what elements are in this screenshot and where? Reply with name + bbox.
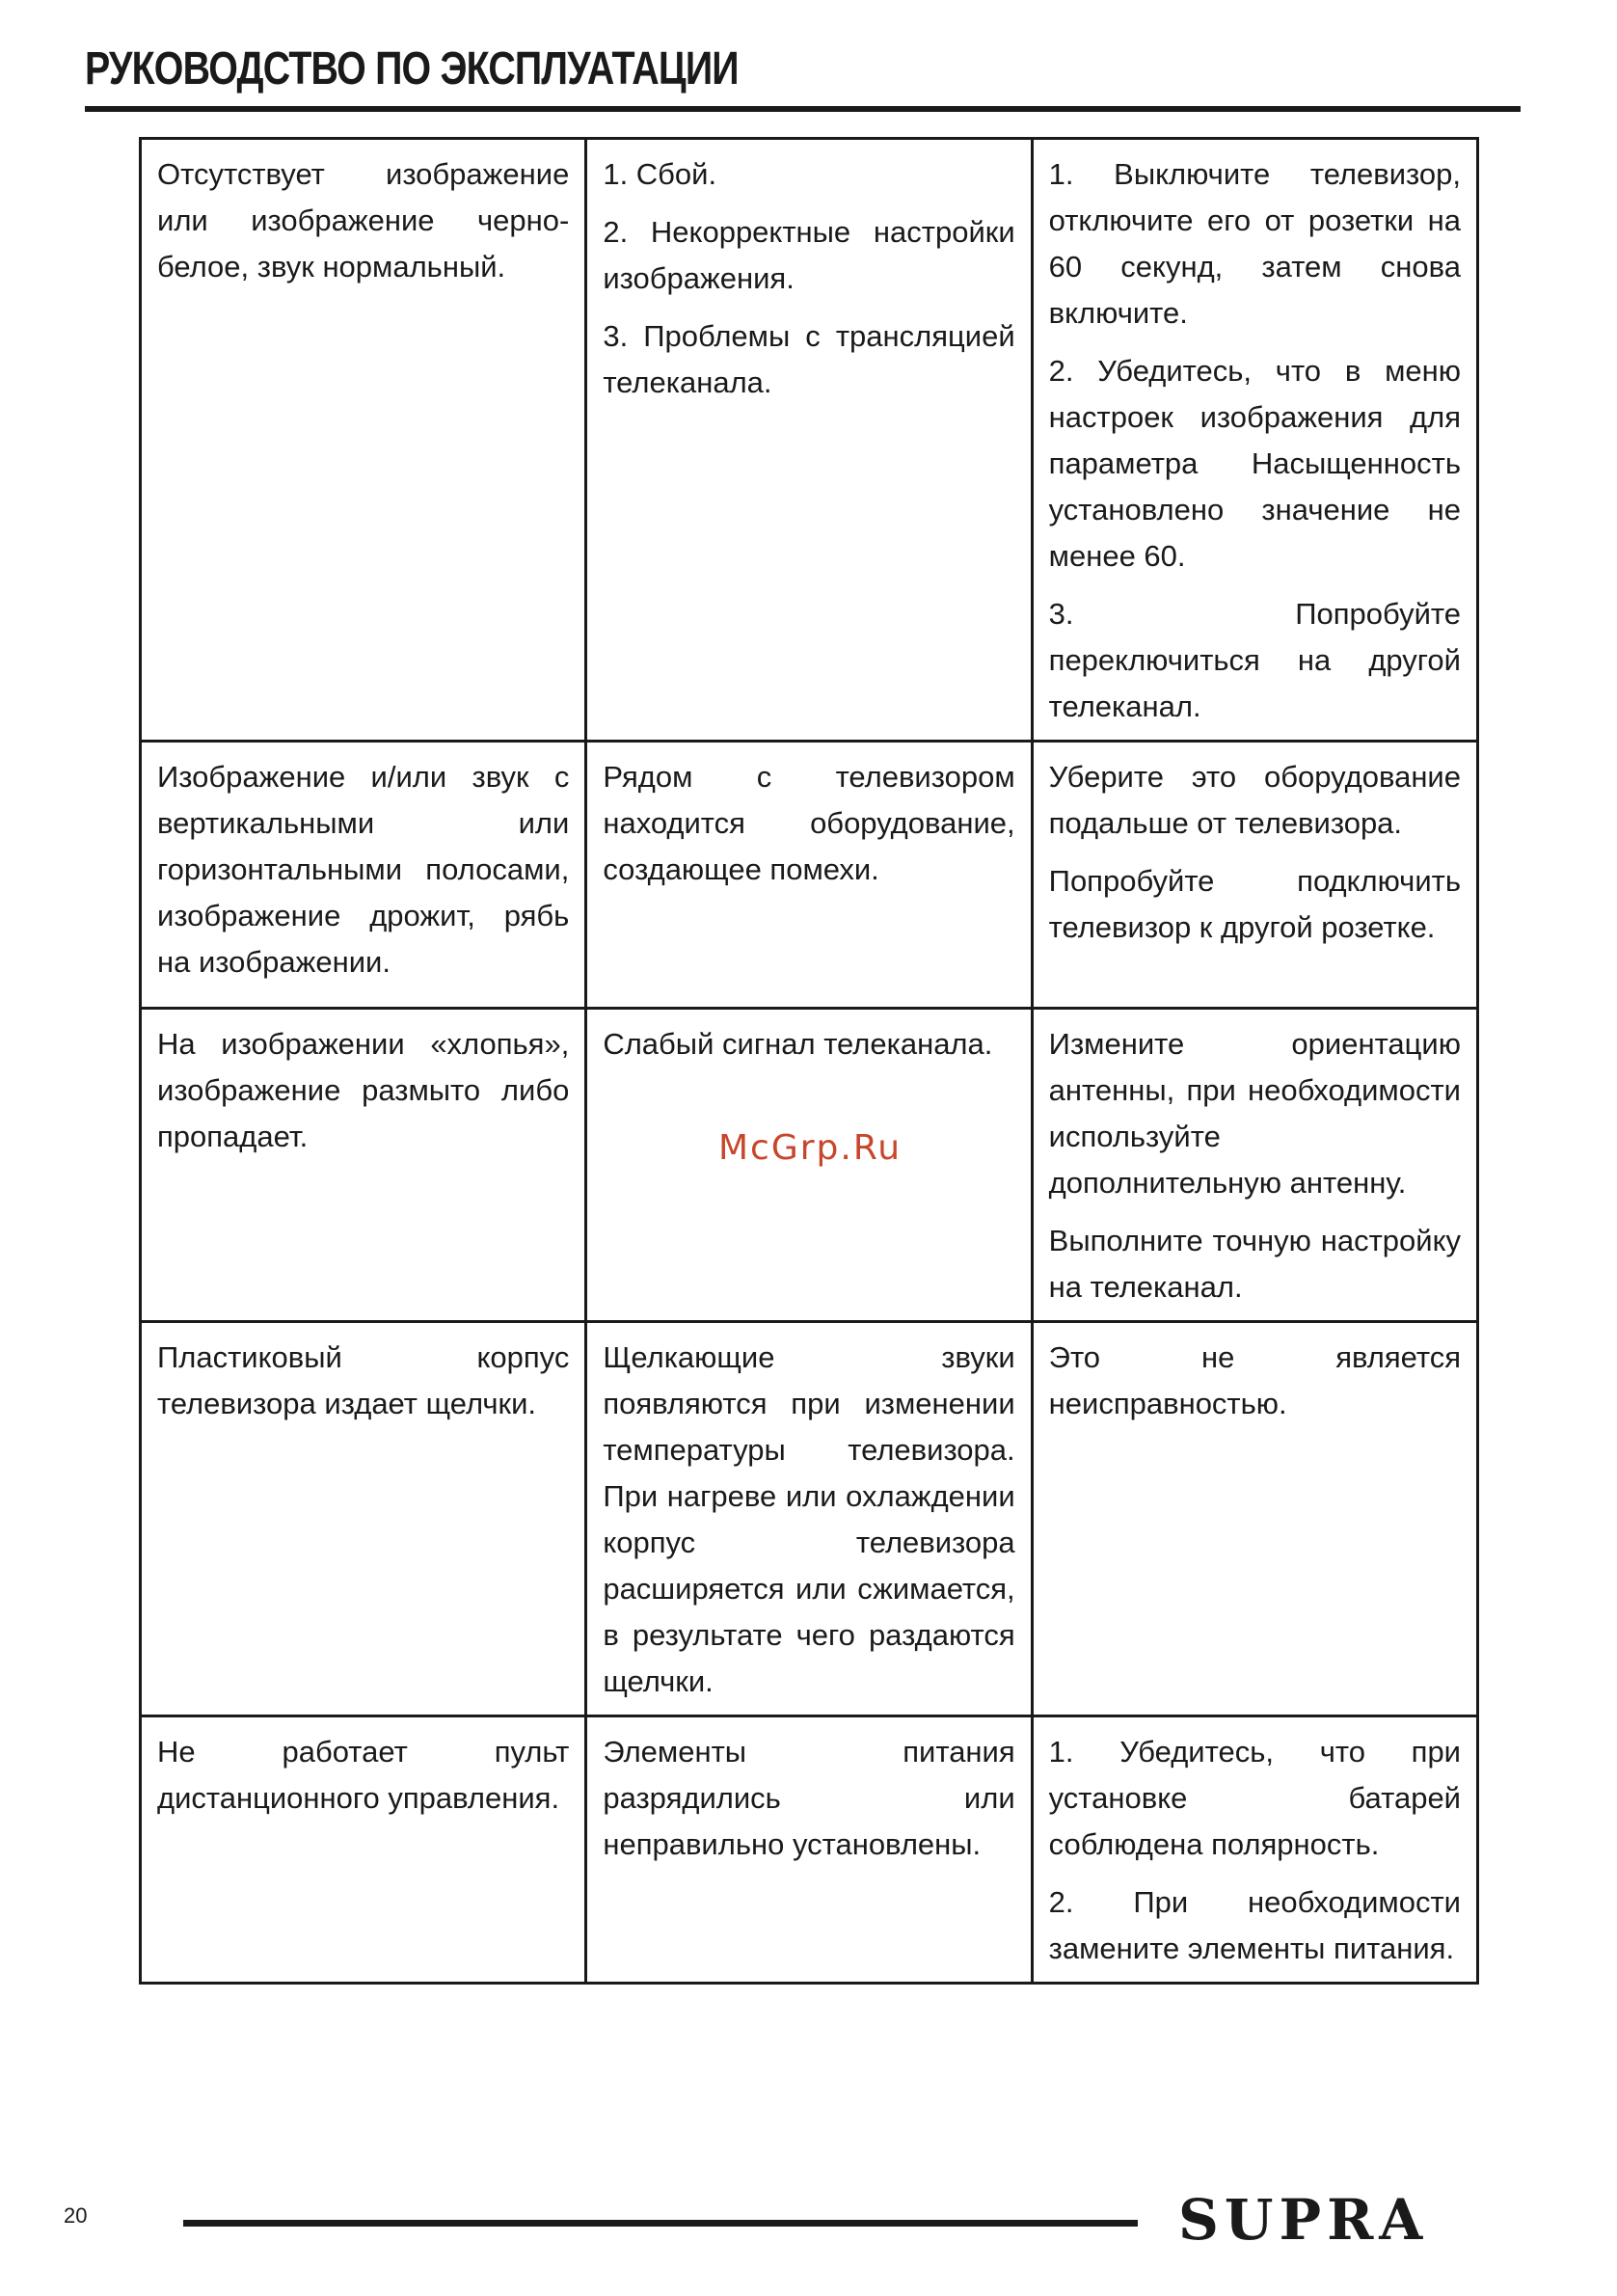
table-row [141, 1716, 1478, 1984]
problem-cell: Отсутствует изображение или изображение черно-белое, звук нормальный. [141, 139, 586, 742]
watermark: McGrp.Ru [718, 1128, 903, 1168]
solution-cell: Измените ориентацию антенны, при необходимости используйте дополнительную антенну. Выполните точную настройку на телеканал. [1032, 1009, 1477, 1322]
table-row [141, 139, 1478, 742]
cause-cell: Элементы питания разрядились или неправильно установлены. [586, 1716, 1032, 1984]
header-rule [85, 106, 1521, 112]
solution-cell: 1. Убедитесь, что при установке батарей соблюдена полярность. 2. При необходимости замените элементы питания. [1032, 1716, 1477, 1984]
page-title: РУКОВОДСТВО ПО ЭКСПЛУАТАЦИИ [85, 43, 739, 95]
table-row [141, 1322, 1478, 1716]
page-number: 20 [64, 2203, 88, 2228]
cause-cell: 1. Сбой. 2. Некорректные настройки изображения. 3. Проблемы с трансляцией телеканала. [586, 139, 1032, 742]
solution-cell: Уберите это оборудование подальше от телевизора. Попробуйте подключить телевизор к другой розетке. [1032, 742, 1477, 1009]
cause-cell: Слабый сигнал телеканала. [586, 1009, 1032, 1322]
problem-cell: Изображение и/или звук с вертикальными или горизонтальными полосами, изображение дрожит, рябь на изображении. [141, 742, 586, 1009]
problem-cell: Не работает пульт дистанционного управления. [141, 1716, 586, 1984]
problem-cell: На изображении «хлопья», изображение размыто либо пропадает. [141, 1009, 586, 1322]
troubleshooting-table [139, 137, 1479, 1985]
problem-cell: Пластиковый корпус телевизора издает щелчки. [141, 1322, 586, 1716]
footer-rule [183, 2220, 1138, 2227]
solution-cell: 1. Выключите телевизор, отключите его от розетки на 60 секунд, затем снова включите. 2. Убедитесь, что в меню настроек изображения для параметра Насыщенность установлено значение не менее 60. 3. Попробуйте переключиться на другой телеканал. [1032, 139, 1477, 742]
solution-cell: Это не является неисправностью. [1032, 1322, 1477, 1716]
cause-cell: Рядом с телевизором находится оборудование, создающее помехи. [586, 742, 1032, 1009]
cause-cell: Щелкающие звуки появляются при изменении температуры телевизора. При нагреве или охлаждении корпус телевизора расширяется или сжимается, в результате чего раздаются щелчки. [586, 1322, 1032, 1716]
table-row [141, 742, 1478, 1009]
brand-logo: SUPRA [1178, 2187, 1429, 2253]
